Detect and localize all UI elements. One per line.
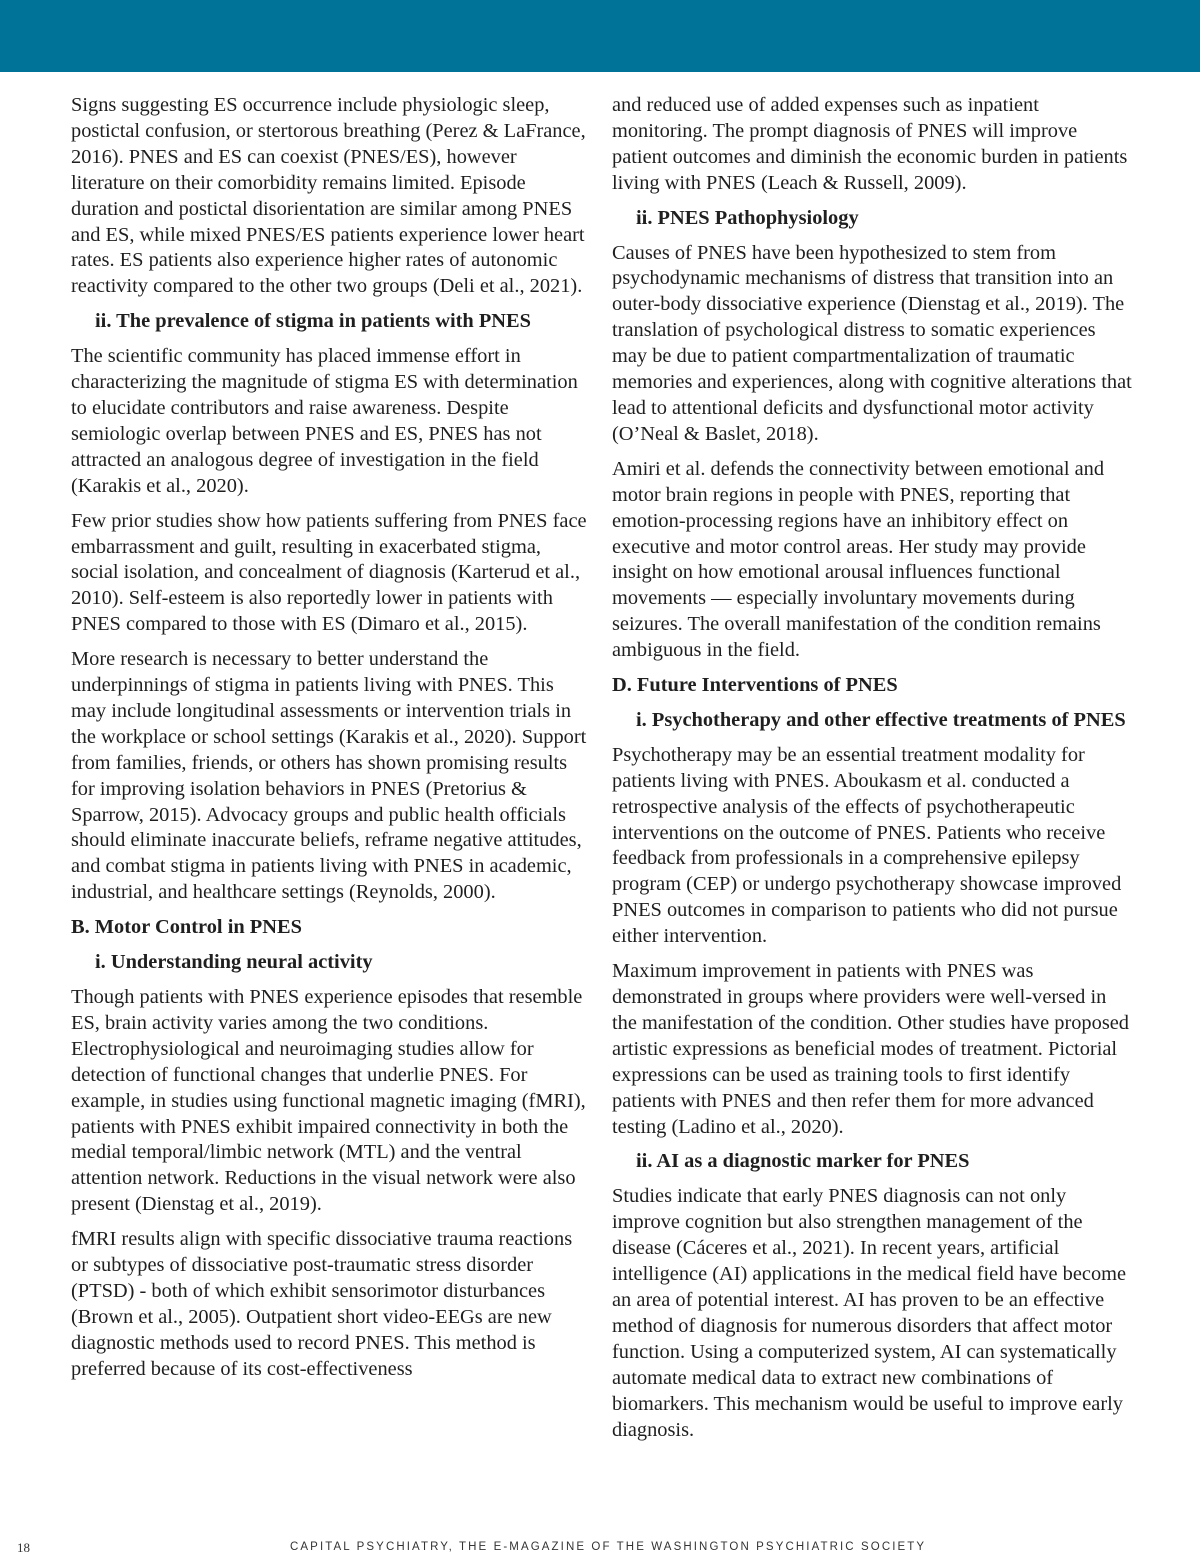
body-paragraph: Studies indicate that early PNES diagnosis can not only improve cognition but also strengthen management of the disease (Cáceres et al., 2021). In recent years, artificial intelligence (AI) applications in the medical field have become an area of potential interest. AI has proven to be an effective method of diagnosis for numerous disorders that affect motor function. Using a computerized system, AI can systematically automate medical data to extract new combinations of biomarkers. This mechanism would be useful to improve early diagnosis. — [612, 1185, 1127, 1441]
body-paragraph: Maximum improvement in patients with PNES was demonstrated in groups where providers were well-versed in the manifestation of the condition. Other studies have proposed artistic expressions as beneficial modes of treatment. Pictorial expressions can be used as training tools to first identify patients with PNES and then refer them for more advanced testing (Ladino et al., 2020). — [612, 960, 1130, 1138]
body-paragraph: Signs suggesting ES occurrence include physiologic sleep, postictal confusion, or stertorous breathing (Perez & LaFrance, 2016). PNES and ES can coexist (PNES/ES), however literature on their comorbidity remains limited. Episode duration and postictal disorientation are similar among PNES and ES, while mixed PNES/ES patients experience lower heart rates. ES patients also experience higher rates of autonomic reactivity compared to the other two groups (Deli et al., 2021). — [71, 94, 586, 298]
left-column — [71, 93, 591, 1392]
body-paragraph: and reduced use of added expenses such as inpatient monitoring. The prompt diagnosis of PNES will improve patient outcomes and diminish the economic burden in patients living with PNES (Leach & Russell, 2009). — [612, 94, 1128, 194]
body-paragraph: Amiri et al. defends the connectivity between emotional and motor brain regions in people with PNES, reporting that emotion-processing regions have an inhibitory effect on executive and motor control areas. Her study may provide insight on how emotional arousal influences functional movements — especially involuntary movements during seizures. The overall manifestation of the condition remains ambiguous in the field. — [612, 457, 1105, 662]
body-paragraph: Causes of PNES have been hypothesized to stem from psychodynamic mechanisms of distress that transition into an outer-body dissociative experience (Dienstag et al., 2019). The translation of psychological distress to somatic experiences may be due to patient compartmentalization of traumatic memories and experiences, along with cognitive alterations that lead to attentional deficits and dysfunctional motor activity (O’Neal & Baslet, 2018). — [612, 241, 1132, 445]
page-footer — [0, 1540, 1200, 1560]
subheading-psychotherapy: i. Psychotherapy and other effective treatments of PNES — [636, 708, 1126, 731]
body-paragraph: Few prior studies show how patients suffering from PNES face embarrassment and guilt, resulting in exacerbated stigma, social isolation, and concealment of diagnosis (Karterud et al., 2010). Self-esteem is also reportedly lower in patients with PNES compared to those with ES (Dimaro et al., 2015). — [71, 509, 587, 636]
subheading-ai-diagnostic: ii. AI as a diagnostic marker for PNES — [636, 1150, 970, 1173]
body-paragraph: Though patients with PNES experience episodes that resemble ES, brain activity varies among the two conditions. Electrophysiological and neuroimaging studies allow for detection of functional changes that underlie PNES. For example, in studies using functional magnetic imaging (fMRI), patients with PNES exhibit impaired connectivity in both the medial temporal/limbic network (MTL) and the ventral attention network. Reductions in the visual network were also present (Dienstag et al., 2019). — [71, 986, 586, 1216]
subheading-stigma: ii. The prevalence of stigma in patients with PNES — [95, 310, 531, 333]
body-paragraph: Psychotherapy may be an essential treatment modality for patients living with PNES. Aboukasm et al. conducted a retrospective analysis of the effects of psychotherapeutic interventions on the outcome of PNES. Patients who receive feedback from professionals in a comprehensive epilepsy program (CEP) or undergo psychotherapy showcase improved PNES outcomes in comparison to patients who did not pursue either intervention. — [612, 743, 1122, 948]
page-number: 18 — [17, 1540, 30, 1555]
magazine-title: CAPITAL PSYCHIATRY, THE E-MAGAZINE OF THE WASHINGTON PSYCHIATRIC SOCIETY — [290, 1541, 927, 1553]
right-column — [612, 93, 1132, 1452]
body-paragraph: More research is necessary to better understand the underpinnings of stigma in patients living with PNES. This may include longitudinal assessments or intervention trials in the workplace or school settings (Karakis et al., 2020). Support from families, friends, or others has shown promising results for improving isolation behaviors in PNES (Pretorius & Sparrow, 2015). Advocacy groups and public health officials should eliminate inaccurate beliefs, reframe negative attitudes, and combat stigma in patients living with PNES in academic, industrial, and healthcare settings (Reynolds, 2000). — [71, 648, 587, 904]
section-heading-motor-control: B. Motor Control in PNES — [71, 916, 302, 939]
body-paragraph: fMRI results align with specific dissociative trauma reactions or subtypes of dissociative post-traumatic stress disorder (PTSD) - both of which exhibit sensorimotor disturbances (Brown et al., 2005). Outpatient short video-EEGs are new diagnostic methods used to record PNES. This method is preferred because of its cost-effectiveness — [71, 1228, 573, 1380]
subheading-pathophysiology: ii. PNES Pathophysiology — [636, 206, 859, 229]
body-paragraph: The scientific community has placed immense effort in characterizing the magnitude of stigma ES with determination to elucidate contributors and raise awareness. Despite semiologic overlap between PNES and ES, PNES has not attracted an analogous degree of investigation in the field (Karakis et al., 2020). — [71, 345, 578, 497]
header-band — [0, 0, 1200, 72]
section-heading-future-interventions: D. Future Interventions of PNES — [612, 674, 898, 697]
subheading-neural-activity: i. Understanding neural activity — [95, 951, 373, 974]
